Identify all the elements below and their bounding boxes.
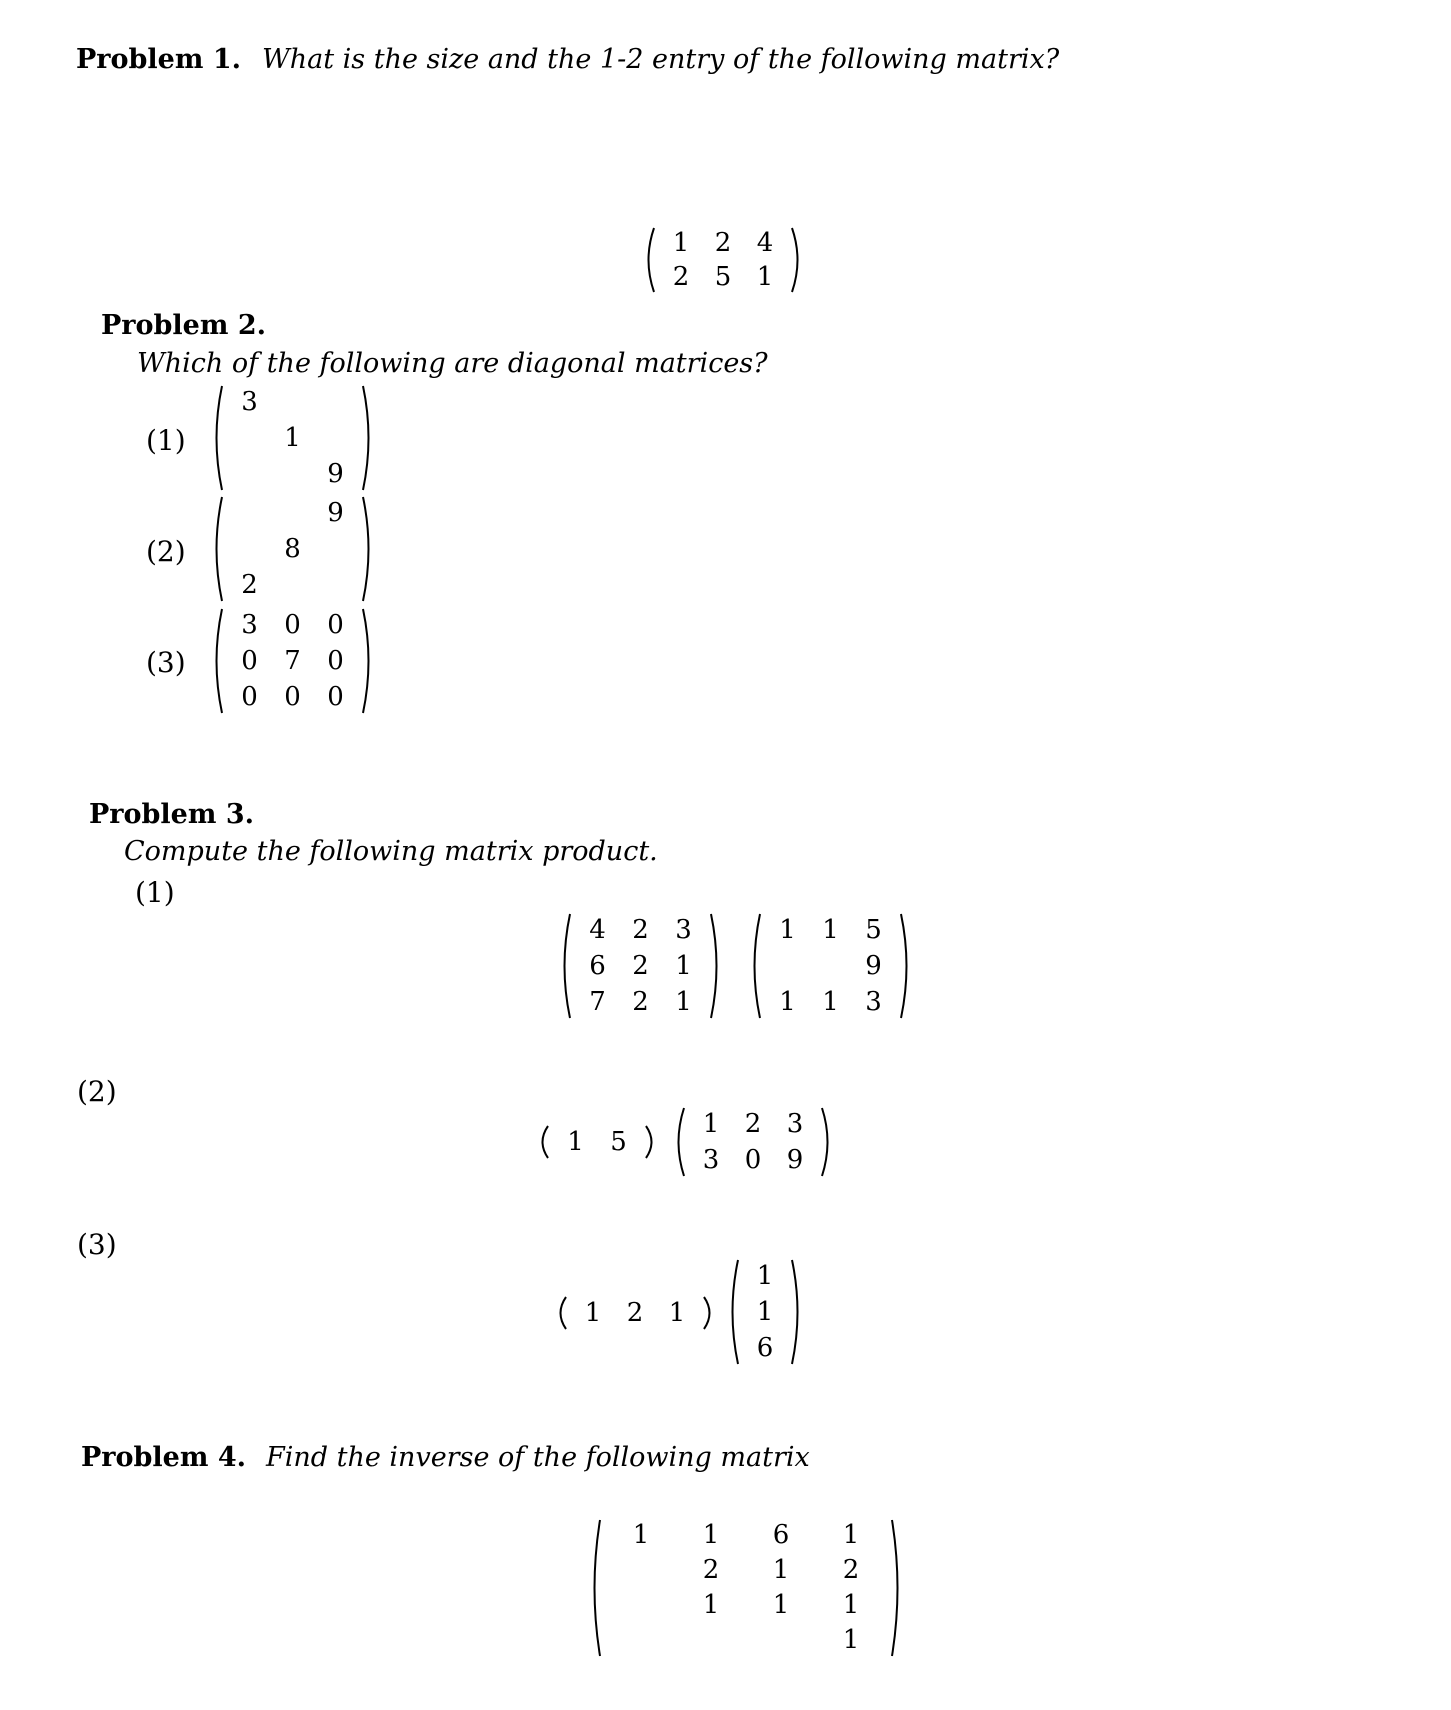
problem3-item1-left-matrix — [558, 912, 723, 1020]
problem2-item3-label: (3) — [146, 646, 186, 679]
problem2-item1-label: (1) — [146, 424, 186, 457]
problem3-item2-left-matrix — [536, 1124, 658, 1160]
matrix-cell: 2 — [842, 1555, 860, 1585]
matrix-cell: 0 — [284, 682, 301, 712]
matrix-cell: 1 — [702, 1109, 720, 1139]
matrix-cell — [271, 384, 314, 420]
problem2-question: Which of the following are diagonal matrices? — [137, 348, 768, 379]
problem3-heading: Problem 3. — [89, 799, 255, 830]
problem4-heading: Problem 4. — [81, 1442, 247, 1473]
right-paren — [890, 1518, 904, 1658]
matrix-cell — [676, 1623, 746, 1658]
matrix-cell: 0 — [327, 682, 344, 712]
left-paren — [536, 1124, 550, 1160]
problem3-item2-right-matrix — [672, 1106, 834, 1178]
problem2-heading: Problem 2. — [101, 310, 267, 341]
right-paren — [361, 607, 375, 715]
matrix-cell — [809, 948, 852, 984]
right-paren — [790, 226, 804, 294]
matrix-cell: 2 — [744, 1109, 762, 1139]
matrix-cell — [606, 1588, 676, 1623]
problem4-matrix — [588, 1518, 904, 1658]
matrix-cell: 0 — [327, 646, 344, 676]
matrix-cell — [271, 567, 314, 603]
left-paren — [672, 1106, 686, 1178]
problem2-item2-label: (2) — [146, 535, 186, 568]
matrix-cell: 1 — [672, 228, 690, 258]
matrix-cell: 4 — [589, 915, 606, 945]
problem2-item2-matrix — [210, 495, 375, 603]
right-paren — [644, 1124, 658, 1160]
matrix-cell: 4 — [756, 228, 774, 258]
matrix-cell: 1 — [668, 1298, 686, 1328]
matrix-cell: 1 — [675, 951, 692, 981]
matrix-cell: 9 — [327, 459, 344, 489]
matrix-cell — [606, 1623, 676, 1658]
matrix-cell: 1 — [584, 1298, 602, 1328]
matrix-cell: 3 — [241, 387, 258, 417]
matrix-cell: 1 — [772, 1590, 790, 1620]
problem3-item3-label: (3) — [77, 1228, 117, 1261]
matrix-cell: 8 — [284, 534, 301, 564]
matrix-cell: 2 — [672, 262, 690, 292]
matrix-cell: 0 — [241, 682, 258, 712]
matrix-cell: 3 — [241, 610, 258, 640]
matrix-cell: 2 — [714, 228, 732, 258]
matrix-cell — [271, 495, 314, 531]
matrix-cell: 2 — [702, 1555, 720, 1585]
matrix-cell: 9 — [786, 1145, 804, 1175]
left-paren — [726, 1258, 740, 1366]
matrix-cell: 1 — [822, 915, 839, 945]
matrix-cell: 2 — [632, 915, 649, 945]
left-paren — [554, 1295, 568, 1331]
matrix-cell: 1 — [632, 1520, 650, 1550]
matrix-cell: 1 — [702, 1590, 720, 1620]
left-paren — [210, 607, 224, 715]
matrix-cell — [766, 948, 809, 984]
matrix-cell — [314, 531, 357, 567]
matrix-cell: 6 — [589, 951, 606, 981]
matrix-cell — [271, 456, 314, 492]
matrix-cell: 0 — [744, 1145, 762, 1175]
problem3-question: Compute the following matrix product. — [124, 836, 658, 867]
matrix-cell: 1 — [756, 1297, 774, 1327]
matrix-cell: 2 — [241, 570, 258, 600]
matrix-cell: 1 — [756, 1261, 774, 1291]
right-paren — [709, 912, 723, 1020]
matrix-cell — [228, 495, 271, 531]
matrix-cell: 2 — [632, 987, 649, 1017]
left-paren — [210, 495, 224, 603]
problem3-item2-label: (2) — [77, 1075, 117, 1108]
matrix-cell: 3 — [702, 1145, 720, 1175]
right-paren — [790, 1258, 804, 1366]
matrix-cell: 9 — [865, 951, 882, 981]
matrix-cell: 1 — [779, 987, 796, 1017]
left-paren — [558, 912, 572, 1020]
matrix-cell: 6 — [756, 1333, 774, 1363]
matrix-cell: 5 — [610, 1127, 627, 1157]
left-paren — [210, 384, 224, 492]
matrix-cell: 6 — [772, 1520, 790, 1550]
matrix-cell: 3 — [786, 1109, 804, 1139]
problem3-item1-label: (1) — [135, 876, 175, 909]
matrix-cell: 1 — [567, 1127, 584, 1157]
matrix-cell: 1 — [675, 987, 692, 1017]
matrix-cell — [314, 567, 357, 603]
matrix-cell: 9 — [327, 498, 344, 528]
problem2-item1-matrix — [210, 384, 375, 492]
left-paren — [748, 912, 762, 1020]
matrix-cell: 7 — [284, 646, 301, 676]
matrix-cell — [746, 1623, 816, 1658]
problem3-item3-right-matrix — [726, 1258, 804, 1366]
matrix-cell: 0 — [284, 610, 301, 640]
matrix-cell: 1 — [702, 1520, 720, 1550]
matrix-cell: 1 — [779, 915, 796, 945]
matrix-cell: 1 — [842, 1520, 860, 1550]
matrix-cell: 1 — [284, 423, 301, 453]
problem2-item3-matrix — [210, 607, 375, 715]
matrix-cell: 1 — [842, 1590, 860, 1620]
matrix-cell: 2 — [632, 951, 649, 981]
problem3-item1-right-matrix — [748, 912, 913, 1020]
matrix-cell — [228, 531, 271, 567]
matrix-cell: 3 — [675, 915, 692, 945]
matrix-cell — [314, 384, 357, 420]
problem1-question: What is the size and the 1-2 entry of the following matrix? — [262, 44, 1060, 75]
right-paren — [361, 384, 375, 492]
matrix-cell — [314, 420, 357, 456]
right-paren — [702, 1295, 716, 1331]
problem4-question: Find the inverse of the following matrix — [266, 1442, 810, 1473]
matrix-cell: 1 — [772, 1555, 790, 1585]
matrix-cell: 1 — [842, 1625, 860, 1655]
matrix-cell: 1 — [756, 262, 774, 292]
left-paren — [588, 1518, 602, 1658]
right-paren — [820, 1106, 834, 1178]
matrix-cell: 7 — [589, 987, 606, 1017]
problem3-item3-left-matrix — [554, 1295, 716, 1331]
matrix-cell — [606, 1553, 676, 1588]
matrix-cell: 1 — [822, 987, 839, 1017]
problem1-heading: Problem 1. — [76, 44, 242, 75]
matrix-cell: 5 — [714, 262, 732, 292]
problem1-matrix — [642, 226, 804, 294]
left-paren — [642, 226, 656, 294]
matrix-cell: 5 — [865, 915, 882, 945]
matrix-cell: 0 — [327, 610, 344, 640]
matrix-cell — [228, 456, 271, 492]
matrix-cell: 2 — [626, 1298, 644, 1328]
matrix-cell — [228, 420, 271, 456]
right-paren — [361, 495, 375, 603]
right-paren — [899, 912, 913, 1020]
matrix-cell: 3 — [865, 987, 882, 1017]
matrix-cell: 0 — [241, 646, 258, 676]
